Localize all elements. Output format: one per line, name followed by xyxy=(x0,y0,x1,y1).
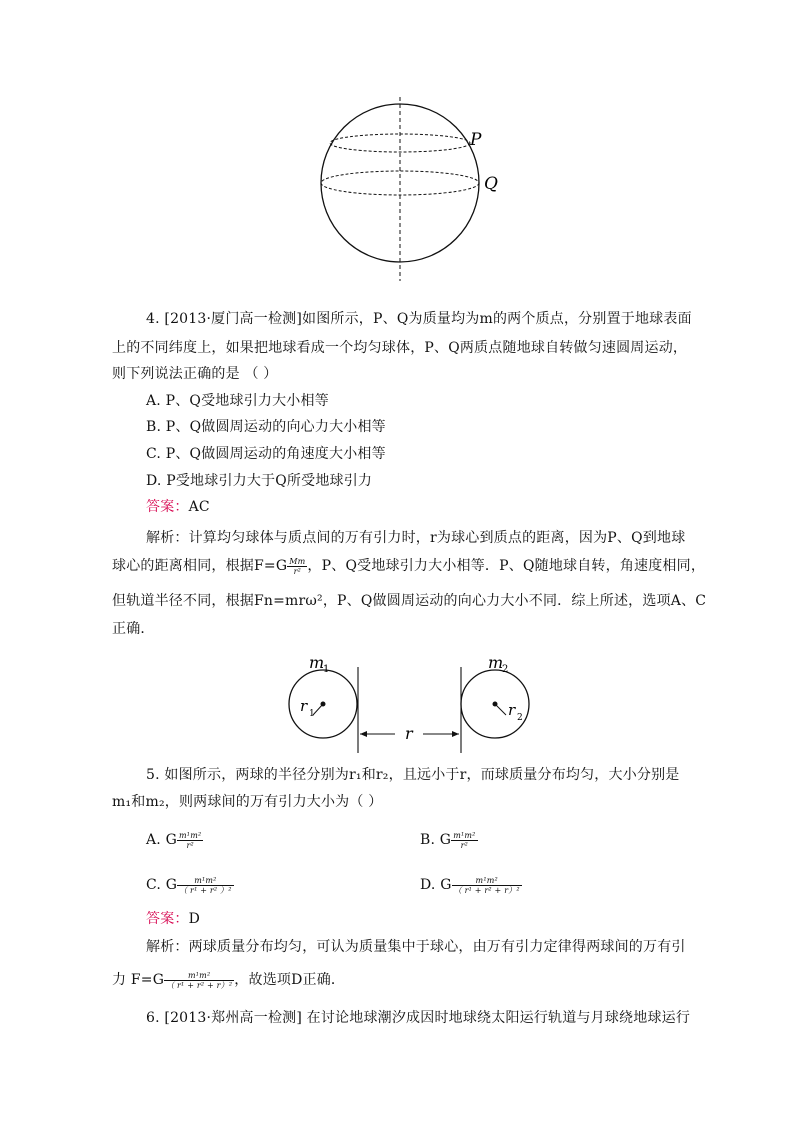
svg-text:1: 1 xyxy=(323,664,330,675)
q5-option-b: B. G $\frac{\text{m¹m²}}{\text{r²}}$ xyxy=(420,830,476,850)
q6-line1: 6. [2013·郑州高一检测] 在讨论地球潮汐成因时地球绕太阳运行轨道与月球绕地球运行 xyxy=(146,1010,691,1026)
q5-analysis-line1: 解析：两球质量分布均匀，可认为质量集中于球心，由万有引力定律得两球间的万有引 xyxy=(146,939,686,955)
svg-text:1: 1 xyxy=(309,709,315,719)
q5-option-a: A. G $\frac{\text{m¹m²}}{\text{r²}}$ xyxy=(146,830,202,850)
label-m2: m xyxy=(488,653,504,672)
q4-answer-value: AC xyxy=(188,499,210,515)
formula-fraction: $\frac{Mm}{\text{r²}}$ xyxy=(289,556,306,576)
q4-option-c: C. P、Q做圆周运动的角速度大小相等 xyxy=(146,446,386,462)
q4-line3: 则下列说法正确的是 （ ） xyxy=(112,366,278,382)
q4-analysis-line1: 解析：计算均匀球体与质点间的万有引力时，r为球心到质点的距离，因为P、Q到地球 xyxy=(146,530,686,546)
q4-option-a: A. P、Q受地球引力大小相等 xyxy=(146,393,329,409)
q4-line2: 上的不同纬度上，如果把地球看成一个均匀球体，P、Q两质点随地球自转做匀速圆周运动， xyxy=(112,340,688,356)
q4-answer-label: 答案： xyxy=(146,499,189,515)
q4-line1: 4. [2013·厦门高一检测]如图所示，P、Q为质量均为m的两个质点，分别置于地球表面 xyxy=(146,311,692,327)
q4-analysis-line4: 正确． xyxy=(112,621,155,637)
svg-text:2: 2 xyxy=(517,713,523,723)
q5-line2: m₁和m₂，则两球间的万有引力大小为（ ） xyxy=(112,794,383,810)
q4-analysis-line2: 球心的距离相同，根据F=G $\frac{Mm}{\text{r²}}$ ，P、Q受地球引力大小相等．P、Q随地球自转，角速度相同， xyxy=(112,556,706,576)
label-r2: r xyxy=(508,701,516,719)
q5-option-d: D. G $\frac{\text{m¹m²}}{\text{（ r¹ + r² + r）²}}$ xyxy=(420,875,520,895)
label-m1: m xyxy=(309,653,325,672)
q4-answer xyxy=(146,497,210,517)
q5-line1: 5. 如图所示，两球的半径分别为r₁和r₂，且远小于r，而球质量分布均匀，大小分别是 xyxy=(146,767,680,783)
q5-answer: 答案：D xyxy=(146,911,201,927)
label-q: Q xyxy=(484,174,498,194)
label-r1: r xyxy=(300,697,308,715)
q5-option-c: C. G $\frac{\text{m¹m²}}{\text{（ r¹ + r² ）²}}$ xyxy=(146,875,232,895)
q4-option-d: D. P受地球引力大于Q所受地球引力 xyxy=(146,473,373,489)
label-r: r xyxy=(405,724,413,743)
q4-option-b: B. P、Q做圆周运动的向心力大小相等 xyxy=(146,419,386,435)
two-spheres-figure xyxy=(280,645,540,755)
label-p: P xyxy=(470,130,482,150)
q5-analysis-line2: 力 F=G $\frac{\text{m¹m²}}{\text{（ r¹ + r² + r）²}}$ ，故选项D正确． xyxy=(112,970,346,990)
svg-text:2: 2 xyxy=(502,664,509,675)
sphere-figure xyxy=(300,95,520,285)
q4-analysis-line3: 但轨道半径不同，根据Fn=mrω²，P、Q做圆周运动的向心力大小不同．综上所述，选项A、C xyxy=(112,593,707,609)
